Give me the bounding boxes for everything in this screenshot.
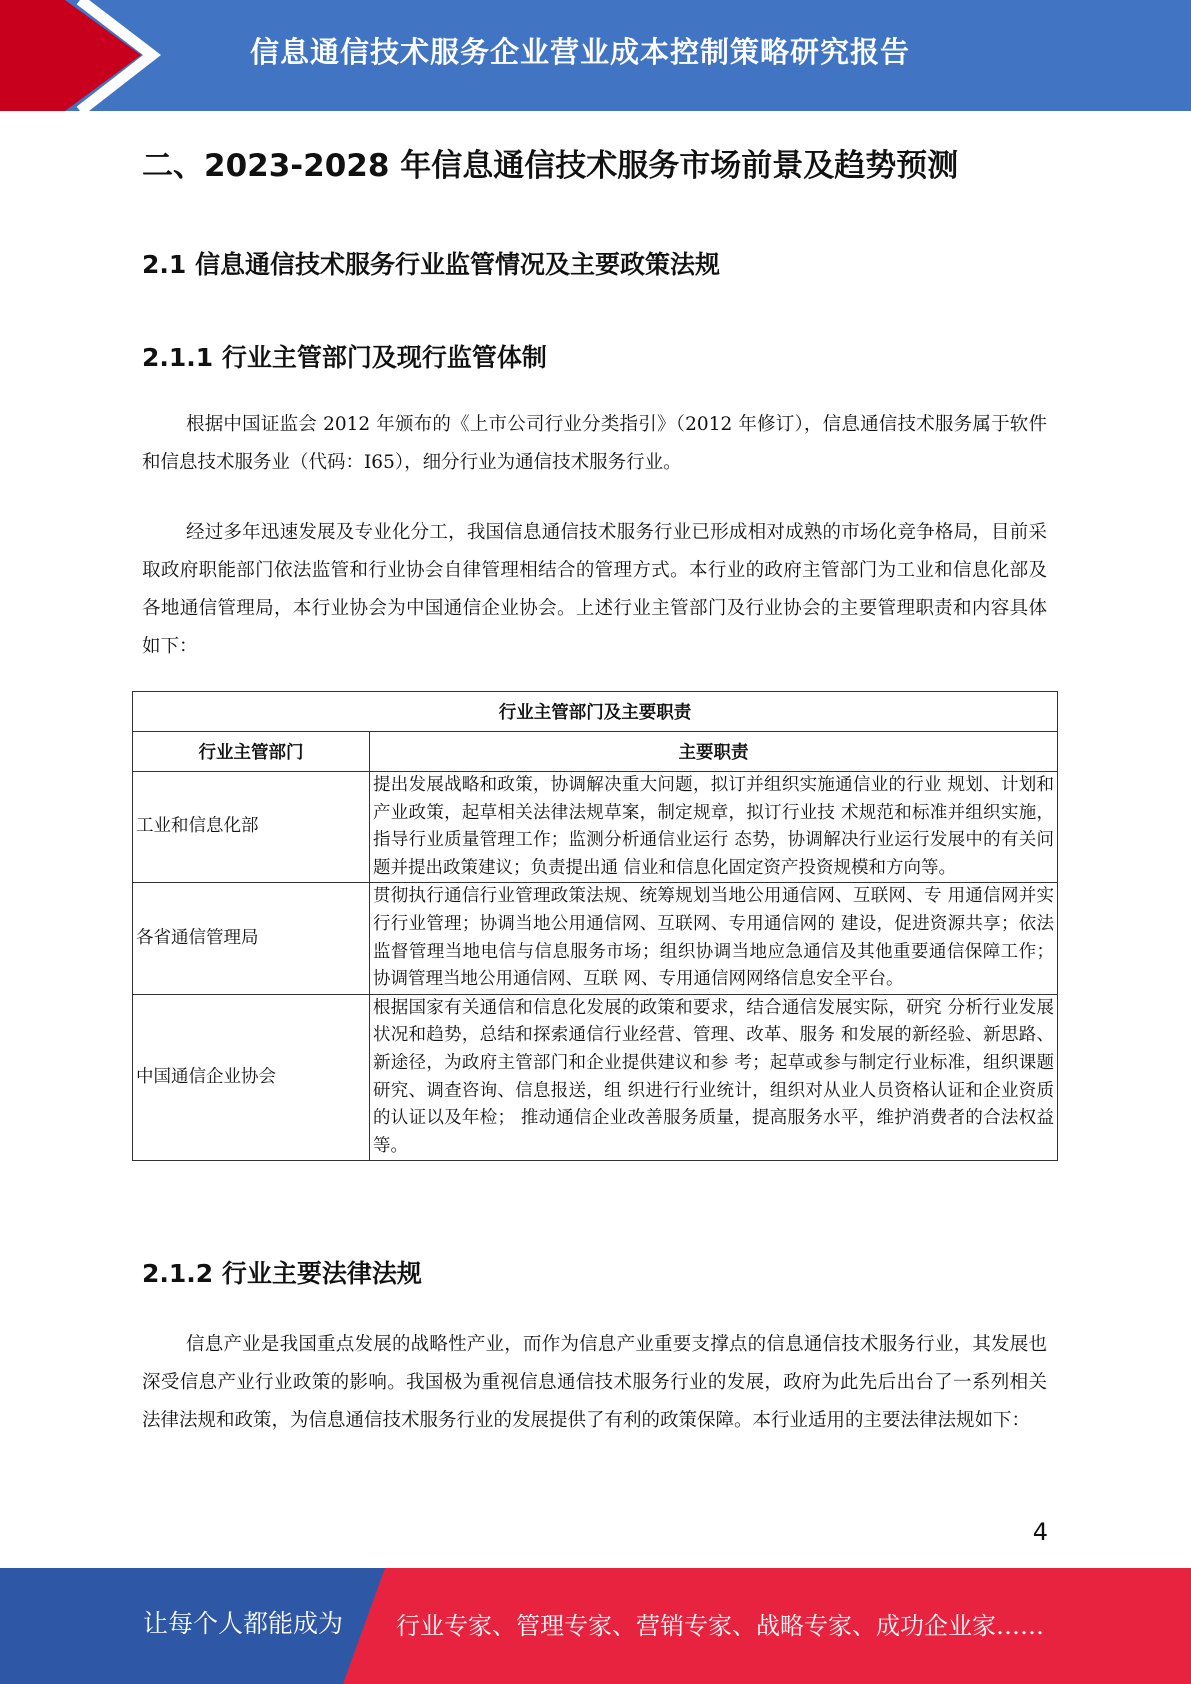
page-number: 4 bbox=[1032, 1518, 1048, 1546]
duties-cell: 根据国家有关通信和信息化发展的政策和要求，结合通信发展实际，研究 分析行业发展状况和趋势，总结和探索通信行业经营、管理、改革、服务 和发展的新经验、新思路、新途径，为政府主管部门和企业提供建议和参 考；起草或参与制定行业标准，组织课题研究、调查咨询、信息报送，组 织进行行业统计，组织对从业人员资格认证和企业资质的认证以及年检； 推动通信企业改善服务质量，提高服务水平，维护消费者的合法权益等。 bbox=[370, 994, 1058, 1161]
section-heading: 2.1 信息通信技术服务行业监管情况及主要政策法规 bbox=[142, 250, 720, 279]
table-row bbox=[133, 772, 1058, 883]
paragraph-regulation: 经过多年迅速发展及专业化分工，我国信息通信技术服务行业已形成相对成熟的市场化竞争格局，目前采取政府职能部门依法监管和行业协会自律管理相结合的管理方式。本行业的政府主管部门为工业和信息化部及各地通信管理局，本行业协会为中国通信企业协会。上述行业主管部门及行业协会的主要管理职责和内容具体如下： bbox=[142, 522, 1047, 657]
table-caption: 行业主管部门及主要职责 bbox=[133, 692, 1058, 732]
footer-slogan-left: 让每个人都能成为 bbox=[143, 1609, 344, 1638]
report-title: 信息通信技术服务企业营业成本控制策略研究报告 bbox=[250, 35, 911, 69]
department-cell: 各省通信管理局 bbox=[133, 883, 370, 994]
subsection-heading-1: 2.1.1 行业主管部门及现行监管体制 bbox=[142, 343, 547, 372]
page-footer bbox=[0, 1568, 1191, 1684]
paragraph-laws: 信息产业是我国重点发展的战略性产业，而作为信息产业重要支撑点的信息通信技术服务行业，其发展也深受信息产业行业政策的影响。我国极为重视信息通信技术服务行业的发展，政府为此先后出台了一系列相关法律法规和政策，为信息通信技术服务行业的发展提供了有利的政策保障。本行业适用的主要法律法规如下： bbox=[142, 1334, 1047, 1431]
department-cell: 中国通信企业协会 bbox=[133, 994, 370, 1161]
department-cell: 工业和信息化部 bbox=[133, 772, 370, 883]
column-header-department: 行业主管部门 bbox=[133, 732, 370, 772]
page-header bbox=[0, 0, 1191, 111]
regulator-duties-table bbox=[132, 691, 1058, 1161]
subsection-heading-2: 2.1.2 行业主要法律法规 bbox=[142, 1259, 422, 1288]
paragraph-classification: 根据中国证监会 2012 年颁布的《上市公司行业分类指引》（2012 年修订），信息通信技术服务属于软件和信息技术服务业（代码：I65），细分行业为通信技术服务行业。 bbox=[142, 414, 1047, 473]
column-header-duties: 主要职责 bbox=[370, 732, 1058, 772]
chapter-heading: 二、2023-2028 年信息通信技术服务市场前景及趋势预测 bbox=[142, 148, 959, 184]
duties-cell: 贯彻执行通信行业管理政策法规、统筹规划当地公用通信网、互联网、专 用通信网并实行行业管理；协调当地公用通信网、互联网、专用通信网的 建设，促进资源共享；依法监督管理当地电信与信息服务市场；组织协调当地应急通信及其他重要通信保障工作；协调管理当地公用通信网、互联 网、专用通信网网络信息安全平台。 bbox=[370, 883, 1058, 994]
table-row bbox=[133, 994, 1058, 1161]
table-row bbox=[133, 883, 1058, 994]
duties-cell: 提出发展战略和政策，协调解决重大问题，拟订并组织实施通信业的行业 规划、计划和产业政策，起草相关法律法规草案，制定规章，拟订行业技 术规范和标准并组织实施，指导行业质量管理工作；监测分析通信业运行 态势，协调解决行业运行发展中的有关问题并提出政策建议；负责提出通 信业和信息化固定资产投资规模和方向等。 bbox=[370, 772, 1058, 883]
footer-slogan-right: 行业专家、管理专家、营销专家、战略专家、成功企业家…… bbox=[396, 1612, 1044, 1640]
